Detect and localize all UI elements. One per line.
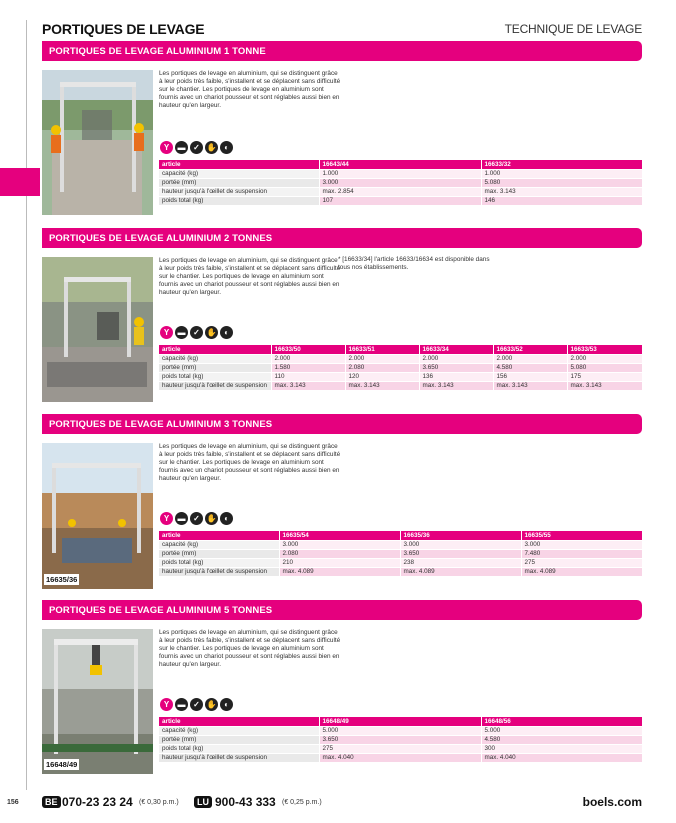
feature-icons [160, 326, 233, 339]
spec-cell: max. 3.143 [271, 381, 345, 390]
section-tab-marker [0, 168, 40, 196]
thumbs-up-icon: ✓ [190, 141, 203, 154]
spec-cell: 300 [481, 744, 642, 753]
thumbs-up-icon: ✓ [190, 326, 203, 339]
table-row [159, 354, 642, 363]
spec-label: capacité (kg) [159, 726, 319, 735]
y-icon: Y [160, 326, 173, 339]
spec-cell: 275 [521, 558, 642, 567]
truck-icon: ▬ [175, 512, 188, 525]
spec-col-header: 16635/55 [521, 531, 642, 540]
spec-cell: 1.000 [319, 169, 481, 178]
y-icon: Y [160, 512, 173, 525]
spec-col-header: 16643/44 [319, 160, 481, 169]
spec-cell: 2.000 [567, 354, 642, 363]
section-5-tonnes [42, 600, 642, 778]
spec-cell: 7.480 [521, 549, 642, 558]
product-description: Les portiques de levage en aluminium, qui se distinguent grâce à leur poids très faible, s'installent et se déplacent sans difficulté sur le chantier. Les portiques de levage en aluminium sont fournis avec un chariot pousseur et sont réglables aussi bien en hauteur qu'en largeur. [159, 257, 341, 296]
glove-icon: ◐ [220, 512, 233, 525]
spec-label: poids total (kg) [159, 372, 271, 381]
spec-label: portée (mm) [159, 363, 271, 372]
spec-cell: max. 3.143 [567, 381, 642, 390]
phone-rate-lu: (€ 0,25 p.m.) [282, 799, 322, 806]
spec-cell: 5.000 [481, 726, 642, 735]
product-photo [42, 443, 153, 589]
spec-cell: max. 4.040 [481, 753, 642, 762]
table-row [159, 363, 642, 372]
spec-cell: max. 4.089 [279, 567, 400, 576]
spec-label: portée (mm) [159, 735, 319, 744]
hand-icon: ✋ [206, 700, 217, 709]
spec-cell: max. 3.143 [345, 381, 419, 390]
gantry-photo-image [42, 257, 153, 402]
section-title-bar: PORTIQUES DE LEVAGE ALUMINIUM 3 TONNES [42, 414, 642, 434]
spec-cell: 2.080 [279, 549, 400, 558]
spec-header-row [159, 160, 642, 169]
spec-cell: 3.000 [400, 540, 521, 549]
truck-icon: ▬ [175, 698, 188, 711]
spec-cell: max. 3.143 [481, 187, 642, 196]
photo-article-label: 16635/36 [46, 575, 78, 584]
spec-header-row [159, 531, 642, 540]
table-row [159, 178, 642, 187]
section-title-bar: PORTIQUES DE LEVAGE ALUMINIUM 1 TONNE [42, 41, 642, 61]
truck-icon: ▬ [175, 141, 188, 154]
glove-icon: ◐ [220, 141, 233, 154]
spec-table [159, 160, 643, 205]
table-row [159, 196, 642, 205]
feature-icons [160, 698, 233, 711]
phone-rate-be: (€ 0,30 p.m.) [139, 799, 179, 806]
phone-be: 070-23 23 24 [62, 795, 133, 809]
website-link[interactable]: boels.com [582, 795, 642, 809]
table-row [159, 753, 642, 762]
spec-cell: 275 [319, 744, 481, 753]
table-row [159, 187, 642, 196]
hand-icon: ✋ [206, 514, 217, 523]
spec-cell: 120 [345, 372, 419, 381]
country-code-lu: LU [194, 796, 212, 808]
spec-table [159, 531, 643, 576]
y-icon: Y [160, 698, 173, 711]
left-margin-rule [26, 20, 27, 790]
spec-cell: 2.080 [345, 363, 419, 372]
spec-col-header: article [159, 160, 319, 169]
spec-cell: 2.000 [419, 354, 493, 363]
feature-icons [160, 512, 233, 525]
glove-icon: ◐ [220, 698, 233, 711]
product-description: Les portiques de levage en aluminium, qui se distinguent grâce à leur poids très faible, s'installent et se déplacent sans difficulté sur le chantier. Les portiques de levage en aluminium sont fournis avec un chariot pousseur et sont réglables aussi bien en hauteur qu'en largeur. [159, 629, 341, 668]
spec-cell: 4.580 [493, 363, 567, 372]
availability-note: * [16633/34] l'article 16633/16634 est disponible dans tous nos établissements. [338, 256, 490, 271]
product-description: Les portiques de levage en aluminium, qui se distinguent grâce à leur poids très faible, s'installent et se déplacent sans difficulté sur le chantier. Les portiques de levage en aluminium sont fournis avec un chariot pousseur et sont réglables aussi bien en hauteur qu'en largeur. [159, 443, 341, 482]
spec-cell: 3.000 [521, 540, 642, 549]
spec-col-header: 16648/56 [481, 717, 642, 726]
country-code-be: BE [42, 796, 61, 808]
spec-label: portée (mm) [159, 178, 319, 187]
spec-label: hauteur jusqu'à l'œillet de suspension [159, 381, 271, 390]
spec-cell: 4.580 [481, 735, 642, 744]
spec-col-header: 16633/34 [419, 345, 493, 354]
spec-label: portée (mm) [159, 549, 279, 558]
spec-cell: 5.000 [319, 726, 481, 735]
table-row [159, 558, 642, 567]
section-title-bar: PORTIQUES DE LEVAGE ALUMINIUM 2 TONNES [42, 228, 642, 248]
phone-lu: 900-43 333 [215, 795, 276, 809]
section-title-bar: PORTIQUES DE LEVAGE ALUMINIUM 5 TONNES [42, 600, 642, 620]
spec-col-header: article [159, 531, 279, 540]
hand-icon: ✋ [206, 328, 217, 337]
table-row [159, 372, 642, 381]
spec-label: hauteur jusqu'à l'œillet de suspension [159, 567, 279, 576]
table-row [159, 735, 642, 744]
category-title: TECHNIQUE DE LEVAGE [504, 22, 642, 36]
spec-cell: 146 [481, 196, 642, 205]
spec-col-header: 16648/49 [319, 717, 481, 726]
page-title: PORTIQUES DE LEVAGE [42, 21, 205, 37]
table-row [159, 381, 642, 390]
truck-icon: ▬ [175, 326, 188, 339]
spec-cell: 2.000 [345, 354, 419, 363]
hand-icon: ✋ [206, 143, 217, 152]
spec-cell: max. 3.143 [419, 381, 493, 390]
spec-col-header: 16633/52 [493, 345, 567, 354]
spec-cell: 2.000 [271, 354, 345, 363]
spec-label: poids total (kg) [159, 196, 319, 205]
spec-cell: 3.650 [419, 363, 493, 372]
spec-col-header: article [159, 717, 319, 726]
spec-col-header: article [159, 345, 271, 354]
spec-col-header: 16635/36 [400, 531, 521, 540]
product-photo [42, 257, 153, 402]
spec-col-header: 16633/53 [567, 345, 642, 354]
table-row [159, 567, 642, 576]
thumbs-up-icon: ✓ [190, 698, 203, 711]
spec-table [159, 717, 643, 762]
page-header [42, 20, 642, 40]
spec-cell: 107 [319, 196, 481, 205]
section-2-tonnes [42, 228, 642, 404]
table-row [159, 169, 642, 178]
spec-label: hauteur jusqu'à l'œillet de suspension [159, 187, 319, 196]
spec-cell: max. 4.040 [319, 753, 481, 762]
spec-col-header: 16633/50 [271, 345, 345, 354]
spec-col-header: 16633/32 [481, 160, 642, 169]
spec-label: hauteur jusqu'à l'œillet de suspension [159, 753, 319, 762]
spec-cell: 5.080 [481, 178, 642, 187]
product-photo [42, 70, 153, 215]
spec-cell: 3.000 [319, 178, 481, 187]
spec-table [159, 345, 643, 390]
spec-cell: 110 [271, 372, 345, 381]
photo-article-label: 16648/49 [46, 760, 78, 769]
spec-cell: max. 4.089 [400, 567, 521, 576]
table-row [159, 726, 642, 735]
spec-cell: 3.650 [319, 735, 481, 744]
table-row [159, 540, 642, 549]
spec-cell: 1.580 [271, 363, 345, 372]
spec-label: poids total (kg) [159, 744, 319, 753]
product-photo [42, 629, 153, 774]
gantry-photo-image [42, 443, 153, 589]
spec-cell: 5.080 [567, 363, 642, 372]
spec-cell: 1.000 [481, 169, 642, 178]
spec-cell: 2.000 [493, 354, 567, 363]
gantry-photo-image [42, 629, 153, 774]
section-3-tonnes [42, 414, 642, 590]
spec-label: poids total (kg) [159, 558, 279, 567]
thumbs-up-icon: ✓ [190, 512, 203, 525]
spec-cell: 3.000 [279, 540, 400, 549]
spec-cell: max. 2.854 [319, 187, 481, 196]
section-1-tonne [42, 41, 642, 216]
spec-cell: 210 [279, 558, 400, 567]
product-description: Les portiques de levage en aluminium, qui se distinguent grâce à leur poids très faible, s'installent et se déplacent sans difficulté sur le chantier. Les portiques de levage en aluminium sont fournis avec un chariot pousseur et sont réglables aussi bien en hauteur qu'en largeur. [159, 70, 341, 109]
page-footer [0, 793, 676, 813]
table-row [159, 744, 642, 753]
spec-cell: 175 [567, 372, 642, 381]
spec-label: capacité (kg) [159, 540, 279, 549]
y-icon: Y [160, 141, 173, 154]
gantry-photo-image [42, 70, 153, 215]
spec-cell: 136 [419, 372, 493, 381]
table-row [159, 549, 642, 558]
spec-cell: 156 [493, 372, 567, 381]
spec-cell: max. 4.089 [521, 567, 642, 576]
spec-label: capacité (kg) [159, 354, 271, 363]
spec-label: capacité (kg) [159, 169, 319, 178]
feature-icons [160, 141, 233, 154]
spec-col-header: 16633/51 [345, 345, 419, 354]
glove-icon: ◐ [220, 326, 233, 339]
page-number: 156 [7, 799, 19, 806]
spec-cell: 3.650 [400, 549, 521, 558]
spec-header-row [159, 717, 642, 726]
spec-cell: 238 [400, 558, 521, 567]
spec-cell: max. 3.143 [493, 381, 567, 390]
spec-header-row [159, 345, 642, 354]
spec-col-header: 16635/54 [279, 531, 400, 540]
